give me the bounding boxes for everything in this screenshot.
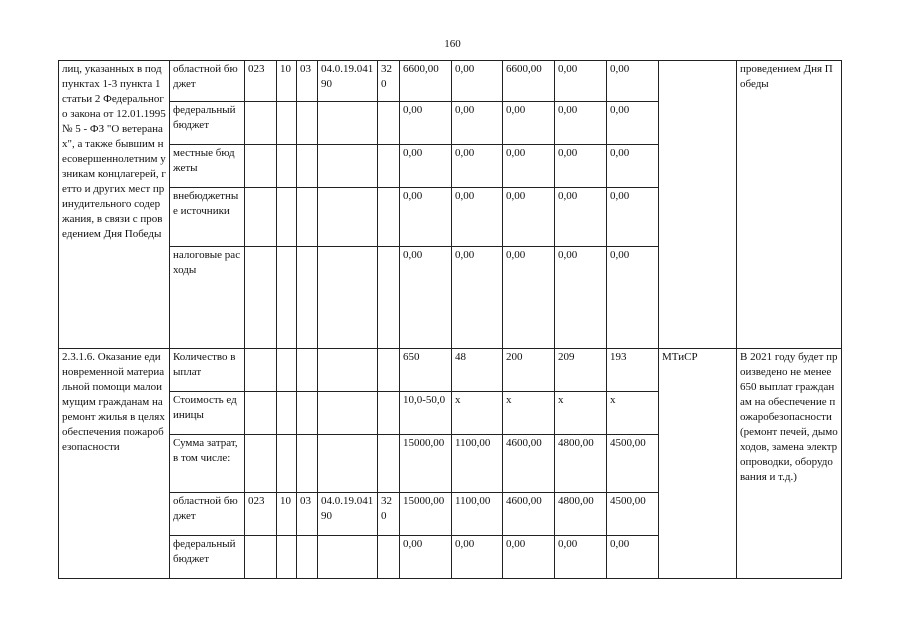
code-cell bbox=[318, 536, 378, 579]
value-cell: 0,00 bbox=[400, 102, 452, 145]
code-cell: 03 bbox=[297, 61, 318, 102]
value-cell: 4800,00 bbox=[555, 435, 607, 493]
code-cell bbox=[277, 145, 297, 188]
value-cell: 0,00 bbox=[400, 188, 452, 247]
value-cell: 1100,00 bbox=[452, 435, 503, 493]
code-cell bbox=[297, 536, 318, 579]
code-cell bbox=[378, 247, 400, 349]
funding-source: Количество выплат bbox=[170, 349, 245, 392]
funding-source: внебюджетные источники bbox=[170, 188, 245, 247]
value-cell: 0,00 bbox=[555, 102, 607, 145]
value-cell: 193 bbox=[607, 349, 659, 392]
code-cell bbox=[297, 188, 318, 247]
code-cell bbox=[318, 145, 378, 188]
code-cell bbox=[297, 102, 318, 145]
code-cell bbox=[318, 247, 378, 349]
value-cell: 48 bbox=[452, 349, 503, 392]
funding-source: налоговые расходы bbox=[170, 247, 245, 349]
value-cell: 0,00 bbox=[607, 536, 659, 579]
measure-description: 2.3.1.6. Оказание единовременной материальной помощи малоимущим гражданам на ремонт жилья в целях обеспечения пожаробезопасности bbox=[59, 349, 170, 579]
value-cell: 0,00 bbox=[555, 145, 607, 188]
code-cell: 320 bbox=[378, 493, 400, 536]
table-row bbox=[59, 349, 842, 392]
value-cell: 4500,00 bbox=[607, 435, 659, 493]
value-cell: 209 bbox=[555, 349, 607, 392]
executor-cell: МТиСР bbox=[659, 349, 737, 579]
value-cell: 0,00 bbox=[400, 145, 452, 188]
measure-description: лиц, указанных в подпунктах 1-3 пункта 1 статьи 2 Федерального закона от 12.01.1995 № 5 - ФЗ "О ветеранах", а также бывшим несовершеннолетним узникам концлагерей, гетто и других мест принудительного содержания, в связи с проведением Дня Победы bbox=[59, 61, 170, 349]
value-cell: 6600,00 bbox=[400, 61, 452, 102]
code-cell bbox=[297, 247, 318, 349]
value-cell: 0,00 bbox=[607, 145, 659, 188]
funding-source: областной бюджет bbox=[170, 493, 245, 536]
code-cell: 04.0.19.04190 bbox=[318, 493, 378, 536]
value-cell: 0,00 bbox=[503, 188, 555, 247]
value-cell: 0,00 bbox=[555, 536, 607, 579]
value-cell: 0,00 bbox=[503, 536, 555, 579]
value-cell: x bbox=[503, 392, 555, 435]
code-cell bbox=[378, 145, 400, 188]
code-cell bbox=[378, 102, 400, 145]
value-cell: 0,00 bbox=[452, 247, 503, 349]
value-cell: 6600,00 bbox=[503, 61, 555, 102]
code-cell bbox=[378, 349, 400, 392]
value-cell: x bbox=[555, 392, 607, 435]
funding-source: областной бюджет bbox=[170, 61, 245, 102]
value-cell: 0,00 bbox=[607, 188, 659, 247]
code-cell bbox=[378, 435, 400, 493]
code-cell: 023 bbox=[245, 493, 277, 536]
value-cell: 1100,00 bbox=[452, 493, 503, 536]
code-cell bbox=[277, 188, 297, 247]
code-cell bbox=[277, 392, 297, 435]
value-cell: 0,00 bbox=[503, 247, 555, 349]
code-cell bbox=[245, 392, 277, 435]
code-cell bbox=[297, 435, 318, 493]
code-cell bbox=[318, 102, 378, 145]
page-number: 160 bbox=[444, 38, 461, 50]
value-cell: 0,00 bbox=[503, 145, 555, 188]
code-cell bbox=[245, 247, 277, 349]
value-cell: 0,00 bbox=[400, 536, 452, 579]
result-cell: проведением Дня Победы bbox=[737, 61, 842, 349]
code-cell bbox=[277, 102, 297, 145]
code-cell bbox=[297, 349, 318, 392]
code-cell bbox=[277, 536, 297, 579]
value-cell: 200 bbox=[503, 349, 555, 392]
funding-source: местные бюджеты bbox=[170, 145, 245, 188]
code-cell bbox=[318, 188, 378, 247]
code-cell bbox=[378, 188, 400, 247]
code-cell bbox=[245, 536, 277, 579]
code-cell bbox=[318, 392, 378, 435]
result-cell: В 2021 году будет произведено не менее 650 выплат гражданам на обеспечение пожаробезопасности (ремонт печей, дымоходов, замена электропроводки, оборудования и т.д.) bbox=[737, 349, 842, 579]
code-cell bbox=[245, 435, 277, 493]
budget-table bbox=[58, 60, 842, 579]
value-cell: 0,00 bbox=[607, 247, 659, 349]
value-cell: x bbox=[452, 392, 503, 435]
value-cell: 4800,00 bbox=[555, 493, 607, 536]
code-cell bbox=[378, 536, 400, 579]
value-cell: 0,00 bbox=[607, 61, 659, 102]
funding-source: Стоимость единицы bbox=[170, 392, 245, 435]
code-cell bbox=[297, 392, 318, 435]
funding-source: федеральный бюджет bbox=[170, 536, 245, 579]
value-cell: 0,00 bbox=[503, 102, 555, 145]
value-cell: 0,00 bbox=[452, 536, 503, 579]
funding-source: Сумма затрат, в том числе: bbox=[170, 435, 245, 493]
code-cell bbox=[245, 188, 277, 247]
table-row bbox=[59, 61, 842, 102]
funding-source: федеральный бюджет bbox=[170, 102, 245, 145]
value-cell: 15000,00 bbox=[400, 435, 452, 493]
code-cell bbox=[245, 102, 277, 145]
code-cell bbox=[277, 435, 297, 493]
code-cell bbox=[277, 349, 297, 392]
code-cell: 03 bbox=[297, 493, 318, 536]
code-cell: 320 bbox=[378, 61, 400, 102]
value-cell: 0,00 bbox=[452, 61, 503, 102]
code-cell: 10 bbox=[277, 61, 297, 102]
value-cell: x bbox=[607, 392, 659, 435]
code-cell: 023 bbox=[245, 61, 277, 102]
value-cell: 4600,00 bbox=[503, 493, 555, 536]
code-cell bbox=[318, 349, 378, 392]
value-cell: 0,00 bbox=[607, 102, 659, 145]
value-cell: 0,00 bbox=[400, 247, 452, 349]
code-cell bbox=[297, 145, 318, 188]
code-cell bbox=[318, 435, 378, 493]
executor-cell bbox=[659, 61, 737, 349]
code-cell: 10 bbox=[277, 493, 297, 536]
code-cell bbox=[378, 392, 400, 435]
value-cell: 10,0-50,0 bbox=[400, 392, 452, 435]
value-cell: 0,00 bbox=[555, 61, 607, 102]
value-cell: 0,00 bbox=[452, 145, 503, 188]
value-cell: 0,00 bbox=[452, 102, 503, 145]
code-cell bbox=[245, 145, 277, 188]
value-cell: 4500,00 bbox=[607, 493, 659, 536]
value-cell: 0,00 bbox=[452, 188, 503, 247]
value-cell: 0,00 bbox=[555, 247, 607, 349]
value-cell: 15000,00 bbox=[400, 493, 452, 536]
value-cell: 650 bbox=[400, 349, 452, 392]
value-cell: 0,00 bbox=[555, 188, 607, 247]
code-cell bbox=[245, 349, 277, 392]
value-cell: 4600,00 bbox=[503, 435, 555, 493]
code-cell: 04.0.19.04190 bbox=[318, 61, 378, 102]
code-cell bbox=[277, 247, 297, 349]
